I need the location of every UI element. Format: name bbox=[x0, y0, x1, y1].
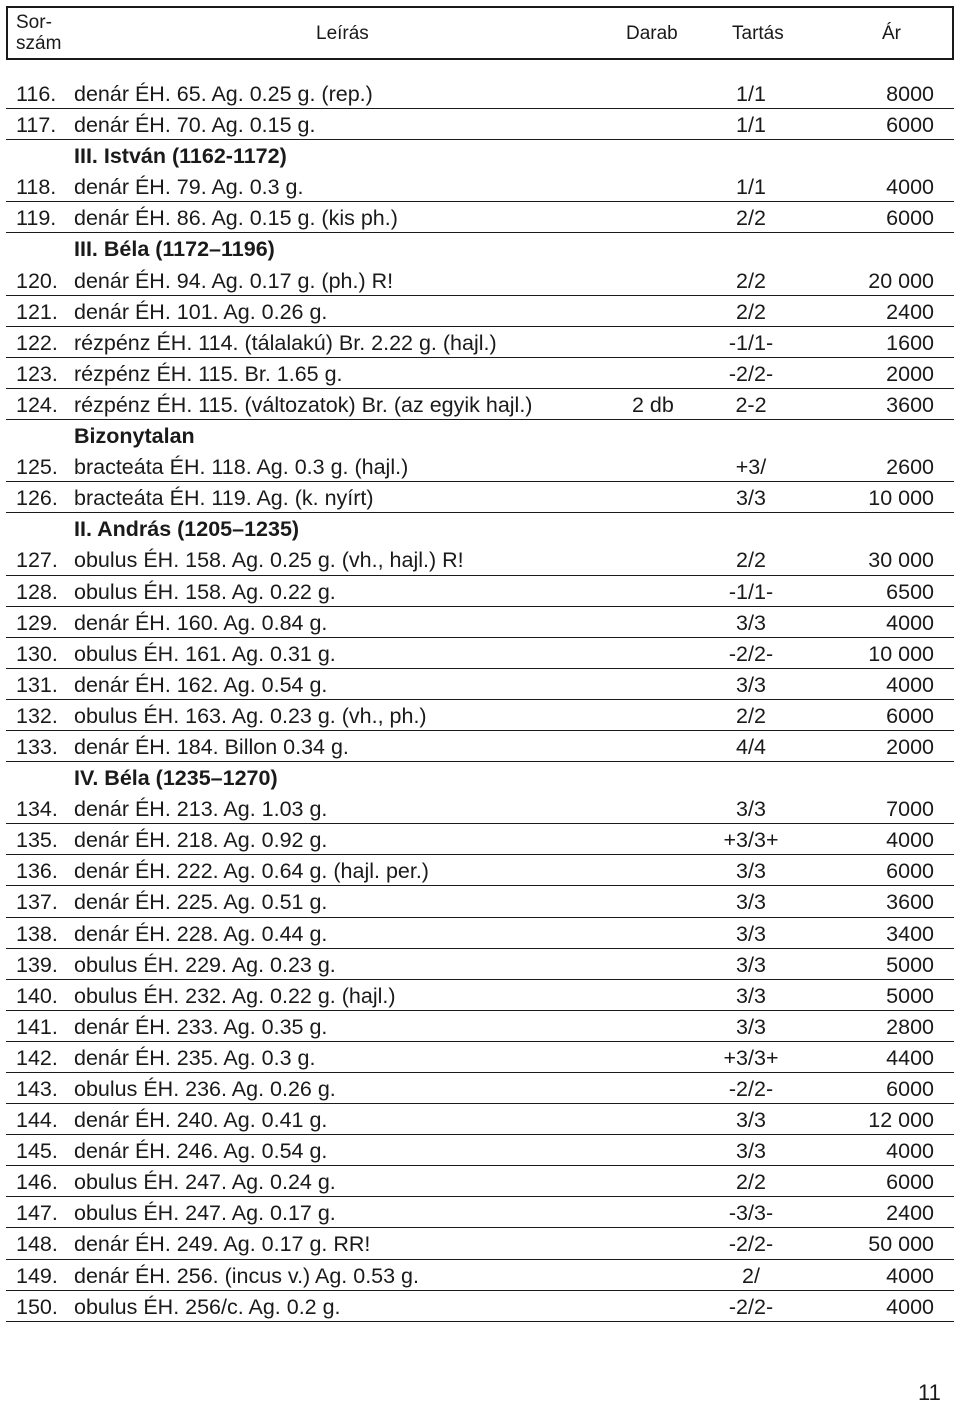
item-number: 131. bbox=[16, 672, 58, 697]
item-description: denár ÉH. 94. Ag. 0.17 g. (ph.) R! bbox=[74, 268, 394, 293]
item-description: rézpénz ÉH. 115. Br. 1.65 g. bbox=[74, 361, 343, 386]
section-title: Bizonytalan bbox=[74, 424, 195, 449]
section-title: III. Béla (1172–1196) bbox=[74, 237, 275, 262]
item-price: 2000 bbox=[886, 734, 934, 759]
item-price: 2000 bbox=[886, 361, 934, 386]
item-price: 6000 bbox=[886, 1077, 934, 1101]
item-condition: 2/2 bbox=[736, 268, 766, 293]
item-price: 4000 bbox=[886, 1294, 934, 1319]
item-description: denár ÉH. 228. Ag. 0.44 g. bbox=[74, 921, 328, 946]
item-condition: 2/2 bbox=[736, 299, 766, 324]
item-number: 140. bbox=[16, 983, 58, 1008]
item-price: 10 000 bbox=[868, 486, 934, 511]
item-number: 136. bbox=[16, 859, 58, 884]
item-price: 8000 bbox=[886, 82, 934, 106]
section-heading bbox=[6, 762, 954, 793]
table-row bbox=[6, 793, 954, 824]
item-condition: 3/3 bbox=[736, 1014, 766, 1039]
item-description: denár ÉH. 233. Ag. 0.35 g. bbox=[74, 1014, 328, 1039]
item-description: denár ÉH. 249. Ag. 0.17 g. RR! bbox=[74, 1232, 371, 1257]
item-price: 12 000 bbox=[868, 1108, 934, 1133]
table-row bbox=[6, 451, 954, 482]
section-title: II. András (1205–1235) bbox=[74, 517, 300, 542]
item-condition: 2/2 bbox=[736, 1170, 766, 1195]
item-description: denár ÉH. 101. Ag. 0.26 g. bbox=[74, 299, 328, 324]
item-number: 125. bbox=[16, 455, 58, 480]
item-condition: 3/3 bbox=[736, 890, 766, 915]
table-row bbox=[6, 855, 954, 886]
item-description: obulus ÉH. 158. Ag. 0.25 g. (vh., hajl.) R! bbox=[74, 548, 464, 573]
item-description: obulus ÉH. 229. Ag. 0.23 g. bbox=[74, 952, 336, 977]
item-price: 1600 bbox=[886, 330, 934, 355]
item-condition: 2/2 bbox=[736, 703, 766, 728]
item-price: 5000 bbox=[886, 983, 934, 1008]
item-condition: 3/3 bbox=[736, 859, 766, 884]
table-row bbox=[6, 482, 954, 513]
item-number: 135. bbox=[16, 828, 58, 853]
item-description: denár ÉH. 256. (incus v.) Ag. 0.53 g. bbox=[74, 1263, 419, 1288]
table-row bbox=[6, 265, 954, 296]
item-price: 7000 bbox=[886, 797, 934, 822]
section-heading bbox=[6, 420, 954, 451]
section-heading bbox=[6, 233, 954, 264]
item-number: 144. bbox=[16, 1108, 58, 1133]
item-description: denár ÉH. 86. Ag. 0.15 g. (kis ph.) bbox=[74, 206, 398, 231]
item-description: bracteáta ÉH. 118. Ag. 0.3 g. (hajl.) bbox=[74, 455, 409, 480]
item-condition: +3/3+ bbox=[723, 1045, 779, 1070]
item-condition: 1/1 bbox=[736, 113, 766, 138]
item-condition: -1/1- bbox=[728, 579, 774, 604]
item-price: 30 000 bbox=[868, 548, 934, 573]
table-row bbox=[6, 576, 954, 607]
item-number: 148. bbox=[16, 1232, 58, 1257]
item-price: 4000 bbox=[886, 1139, 934, 1164]
table-row bbox=[6, 980, 954, 1011]
table-header bbox=[6, 6, 954, 60]
item-condition: +3/3+ bbox=[723, 828, 779, 853]
item-price: 3400 bbox=[886, 921, 934, 946]
item-description: denár ÉH. 160. Ag. 0.84 g. bbox=[74, 610, 328, 635]
item-condition: 3/3 bbox=[736, 610, 766, 635]
item-description: obulus ÉH. 247. Ag. 0.24 g. bbox=[74, 1170, 336, 1195]
table-row bbox=[6, 389, 954, 420]
item-condition: -3/3- bbox=[728, 1201, 774, 1226]
item-number: 121. bbox=[16, 299, 58, 324]
item-price: 2400 bbox=[886, 299, 934, 324]
item-condition: 4/4 bbox=[736, 734, 766, 759]
table-row bbox=[6, 171, 954, 202]
item-price: 6000 bbox=[886, 113, 934, 138]
table-row bbox=[6, 918, 954, 949]
table-row bbox=[6, 949, 954, 980]
item-price: 20 000 bbox=[868, 268, 934, 293]
item-condition: 2/2 bbox=[736, 206, 766, 231]
item-number: 126. bbox=[16, 486, 58, 511]
item-description: denár ÉH. 240. Ag. 0.41 g. bbox=[74, 1108, 328, 1133]
section-heading bbox=[6, 513, 954, 544]
item-number: 132. bbox=[16, 703, 58, 728]
item-price: 4000 bbox=[886, 672, 934, 697]
item-condition: 2/2 bbox=[736, 548, 766, 573]
item-condition: 3/3 bbox=[736, 672, 766, 697]
item-number: 118. bbox=[16, 175, 57, 200]
item-condition: -2/2- bbox=[728, 361, 774, 386]
item-price: 6000 bbox=[886, 206, 934, 231]
item-description: rézpénz ÉH. 115. (változatok) Br. (az egyik hajl.) bbox=[74, 392, 533, 417]
item-number: 128. bbox=[16, 579, 58, 604]
section-title: IV. Béla (1235–1270) bbox=[74, 766, 278, 791]
header-ar: Ár bbox=[882, 23, 901, 44]
item-price: 4000 bbox=[886, 610, 934, 635]
item-condition: 1/1 bbox=[736, 82, 766, 106]
catalog-list bbox=[6, 78, 954, 1322]
header-darab: Darab bbox=[626, 23, 678, 44]
item-number: 122. bbox=[16, 330, 58, 355]
item-description: obulus ÉH. 236. Ag. 0.26 g. bbox=[74, 1077, 336, 1101]
item-price: 5000 bbox=[886, 952, 934, 977]
item-price: 3600 bbox=[886, 392, 934, 417]
item-condition: -2/2- bbox=[728, 1077, 774, 1101]
table-row bbox=[6, 1104, 954, 1135]
item-price: 6000 bbox=[886, 859, 934, 884]
table-row bbox=[6, 358, 954, 389]
item-price: 2400 bbox=[886, 1201, 934, 1226]
item-condition: 3/3 bbox=[736, 952, 766, 977]
table-row bbox=[6, 638, 954, 669]
item-price: 2800 bbox=[886, 1014, 934, 1039]
item-number: 145. bbox=[16, 1139, 58, 1164]
table-row bbox=[6, 1166, 954, 1197]
item-price: 6500 bbox=[886, 579, 934, 604]
table-row bbox=[6, 700, 954, 731]
table-row bbox=[6, 1011, 954, 1042]
table-row bbox=[6, 1135, 954, 1166]
item-number: 143. bbox=[16, 1077, 58, 1101]
section-heading bbox=[6, 140, 954, 171]
item-description: denár ÉH. 184. Billon 0.34 g. bbox=[74, 734, 349, 759]
item-quantity: 2 db bbox=[632, 392, 674, 417]
table-row bbox=[6, 1042, 954, 1073]
item-description: bracteáta ÉH. 119. Ag. (k. nyírt) bbox=[74, 486, 374, 511]
table-row bbox=[6, 1260, 954, 1291]
table-row bbox=[6, 731, 954, 762]
item-description: denár ÉH. 213. Ag. 1.03 g. bbox=[74, 797, 328, 822]
item-number: 124. bbox=[16, 392, 58, 417]
item-price: 4000 bbox=[886, 1263, 934, 1288]
item-price: 4000 bbox=[886, 828, 934, 853]
item-description: denár ÉH. 225. Ag. 0.51 g. bbox=[74, 890, 328, 915]
item-description: obulus ÉH. 161. Ag. 0.31 g. bbox=[74, 641, 336, 666]
item-number: 149. bbox=[16, 1263, 58, 1288]
page-number: 11 bbox=[918, 1380, 941, 1405]
item-number: 127. bbox=[16, 548, 58, 573]
item-number: 120. bbox=[16, 268, 58, 293]
item-number: 146. bbox=[16, 1170, 58, 1195]
table-row bbox=[6, 1197, 954, 1228]
item-number: 139. bbox=[16, 952, 58, 977]
item-condition: 3/3 bbox=[736, 921, 766, 946]
item-price: 4000 bbox=[886, 175, 934, 200]
table-row bbox=[6, 1228, 954, 1259]
table-row bbox=[6, 607, 954, 638]
item-condition: 3/3 bbox=[736, 1108, 766, 1133]
item-number: 123. bbox=[16, 361, 58, 386]
table-row bbox=[6, 202, 954, 233]
table-row bbox=[6, 886, 954, 917]
item-description: obulus ÉH. 163. Ag. 0.23 g. (vh., ph.) bbox=[74, 703, 427, 728]
item-number: 137. bbox=[16, 890, 58, 915]
item-description: obulus ÉH. 232. Ag. 0.22 g. (hajl.) bbox=[74, 983, 396, 1008]
item-condition: 3/3 bbox=[736, 1139, 766, 1164]
item-condition: 3/3 bbox=[736, 797, 766, 822]
item-number: 130. bbox=[16, 641, 58, 666]
table-row bbox=[6, 544, 954, 575]
table-row bbox=[6, 824, 954, 855]
item-price: 6000 bbox=[886, 1170, 934, 1195]
item-condition: 3/3 bbox=[736, 983, 766, 1008]
table-row bbox=[6, 109, 954, 140]
item-condition: -2/2- bbox=[728, 1294, 774, 1319]
item-number: 141. bbox=[16, 1014, 58, 1039]
item-description: rézpénz ÉH. 114. (tálalakú) Br. 2.22 g. (hajl.) bbox=[74, 330, 497, 355]
item-price: 50 000 bbox=[868, 1232, 934, 1257]
item-number: 142. bbox=[16, 1045, 58, 1070]
item-condition: 1/1 bbox=[736, 175, 766, 200]
item-description: denár ÉH. 218. Ag. 0.92 g. bbox=[74, 828, 328, 853]
header-tartas: Tartás bbox=[732, 23, 784, 44]
item-number: 116. bbox=[16, 82, 57, 106]
item-number: 119. bbox=[16, 206, 57, 231]
item-condition: -1/1- bbox=[728, 330, 774, 355]
item-number: 138. bbox=[16, 921, 58, 946]
item-condition: -2/2- bbox=[728, 1232, 774, 1257]
table-row bbox=[6, 1291, 954, 1322]
item-condition: 2/ bbox=[742, 1263, 760, 1288]
item-description: denár ÉH. 70. Ag. 0.15 g. bbox=[74, 113, 316, 138]
item-condition: +3/ bbox=[735, 455, 767, 480]
item-number: 117. bbox=[16, 113, 57, 138]
item-description: denár ÉH. 246. Ag. 0.54 g. bbox=[74, 1139, 328, 1164]
item-number: 129. bbox=[16, 610, 58, 635]
item-price: 6000 bbox=[886, 703, 934, 728]
section-title: III. István (1162-1172) bbox=[74, 144, 287, 169]
item-condition: 2-2 bbox=[735, 392, 767, 417]
table-row bbox=[6, 327, 954, 358]
item-description: obulus ÉH. 256/c. Ag. 0.2 g. bbox=[74, 1294, 341, 1319]
item-condition: -2/2- bbox=[728, 641, 774, 666]
item-condition: 3/3 bbox=[736, 486, 766, 511]
table-row bbox=[6, 78, 954, 109]
item-description: obulus ÉH. 158. Ag. 0.22 g. bbox=[74, 579, 336, 604]
item-price: 3600 bbox=[886, 890, 934, 915]
item-description: denár ÉH. 162. Ag. 0.54 g. bbox=[74, 672, 328, 697]
item-number: 133. bbox=[16, 734, 58, 759]
item-description: denár ÉH. 65. Ag. 0.25 g. (rep.) bbox=[74, 82, 373, 106]
item-number: 147. bbox=[16, 1201, 58, 1226]
item-description: denár ÉH. 222. Ag. 0.64 g. (hajl. per.) bbox=[74, 859, 429, 884]
item-price: 4400 bbox=[886, 1045, 934, 1070]
item-number: 150. bbox=[16, 1294, 58, 1319]
item-price: 10 000 bbox=[868, 641, 934, 666]
item-description: denár ÉH. 79. Ag. 0.3 g. bbox=[74, 175, 304, 200]
item-description: denár ÉH. 235. Ag. 0.3 g. bbox=[74, 1045, 316, 1070]
header-sorszam: Sor- szám bbox=[16, 12, 62, 54]
table-row bbox=[6, 669, 954, 700]
table-row bbox=[6, 1073, 954, 1104]
header-leiras: Leírás bbox=[316, 23, 369, 44]
item-number: 134. bbox=[16, 797, 58, 822]
item-description: obulus ÉH. 247. Ag. 0.17 g. bbox=[74, 1201, 336, 1226]
table-row bbox=[6, 296, 954, 327]
item-price: 2600 bbox=[886, 455, 934, 480]
